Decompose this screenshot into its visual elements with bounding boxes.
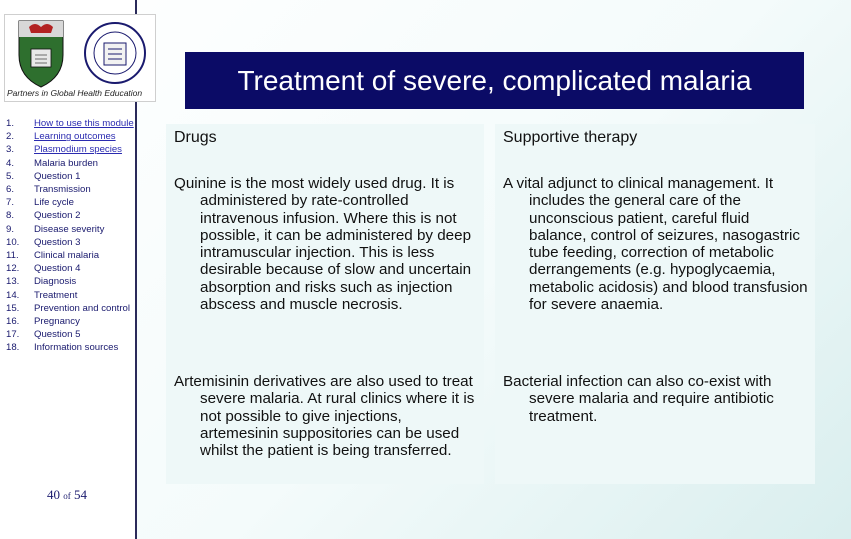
menu-item-number: 11. <box>6 250 19 262</box>
menu-item[interactable] <box>6 249 136 262</box>
menu-item[interactable] <box>6 196 136 209</box>
menu-item-number: 17. <box>6 329 20 341</box>
menu-item[interactable] <box>6 341 136 354</box>
menu-item[interactable] <box>6 117 136 130</box>
menu-item-label[interactable]: Learning outcomes <box>34 131 116 143</box>
menu-item[interactable] <box>6 275 136 288</box>
menu-item-label[interactable]: Question 5 <box>34 329 81 341</box>
page-title: Treatment of severe, complicated malaria <box>185 52 804 109</box>
supportive-therapy-column <box>495 124 815 484</box>
menu-item[interactable] <box>6 143 136 156</box>
menu-item[interactable] <box>6 236 136 249</box>
quinine-term: Quinine <box>174 175 227 192</box>
menu-item[interactable] <box>6 209 136 222</box>
menu-item-label[interactable]: Prevention and control <box>34 302 130 314</box>
drugs-heading: Drugs <box>174 129 217 146</box>
menu-item[interactable] <box>6 315 136 328</box>
logo-caption: Partners in Global Health Education <box>7 88 143 98</box>
menu-item-label[interactable]: Question 1 <box>34 170 81 182</box>
menu-item-number: 5. <box>6 170 15 182</box>
supportive-paragraph: A vital adjunct to clinical management. It includes the general care of the unconscious patient, careful fluid balance, control of seizures, nasogastric tube feeding, correction of metabolic derrangements (e.g. hypoglycaemia, metabolic acidosis) and blood transfusion for severe anaemia. <box>503 175 808 314</box>
menu-item[interactable] <box>6 183 136 196</box>
drugs-column <box>166 124 484 484</box>
menu-item[interactable] <box>6 328 136 341</box>
artemisinin-term: Artemisinin derivatives <box>174 373 326 390</box>
menu-item-label[interactable]: How to use this module <box>34 118 134 129</box>
menu-item-label[interactable]: Transmission <box>34 184 91 196</box>
menu-item-number: 13. <box>6 276 20 288</box>
menu-item-number: 18. <box>6 342 20 354</box>
menu-item-label[interactable]: Malaria burden <box>34 157 98 169</box>
bacterial-paragraph: Bacterial infection can also co-exist with severe malaria and require antibiotic treatment. <box>503 373 774 425</box>
menu-item-number: 9. <box>6 223 15 235</box>
menu-item-number: 6. <box>6 184 15 196</box>
menu-item-label[interactable]: Pregnancy <box>34 316 80 328</box>
menu-item-number: 7. <box>6 197 15 209</box>
menu-item-label[interactable]: Disease severity <box>34 223 105 235</box>
menu-item-label[interactable]: Information sources <box>34 342 119 354</box>
page-total: 54 <box>74 487 87 502</box>
page-current: 40 <box>47 487 60 502</box>
quinine-paragraph <box>174 175 478 313</box>
menu-item[interactable] <box>6 302 136 315</box>
menu-item-label[interactable]: Question 3 <box>34 236 81 248</box>
menu-item-number: 1. <box>6 118 15 129</box>
menu-item-number: 2. <box>6 131 15 143</box>
menu-item-label[interactable]: Treatment <box>34 289 78 301</box>
menu-item-label[interactable]: Diagnosis <box>34 276 77 288</box>
menu-item[interactable] <box>6 157 136 170</box>
menu-item-label[interactable]: Life cycle <box>34 197 74 209</box>
menu-item[interactable] <box>6 262 136 275</box>
menu-item-label[interactable]: Question 4 <box>34 263 81 275</box>
menu-item-number: 16. <box>6 316 20 328</box>
menu-item[interactable] <box>6 170 136 183</box>
menu-item-label[interactable]: Clinical malaria <box>34 250 100 262</box>
module-menu <box>6 117 136 355</box>
menu-item[interactable] <box>6 223 136 236</box>
menu-item-number: 12. <box>6 263 20 275</box>
menu-item-number: 14. <box>6 289 20 301</box>
menu-item-label[interactable]: Question 2 <box>34 210 81 222</box>
menu-item-label[interactable]: Plasmodium species <box>34 144 122 156</box>
menu-item[interactable] <box>6 130 136 143</box>
artemisinin-paragraph <box>174 373 478 459</box>
artemisinin-text: are also used to treat severe malaria. At rural clinics where it is not possible to give injections, artemesinin suppositories can be used whilst the patient is being transferred. <box>200 373 475 460</box>
menu-item-number: 4. <box>6 157 15 169</box>
page-counter <box>8 481 126 509</box>
menu-item-number: 3. <box>6 144 15 156</box>
menu-item-number: 10. <box>6 236 20 248</box>
menu-item-number: 15. <box>6 302 20 314</box>
page-of: of <box>63 491 71 501</box>
supportive-heading: Supportive therapy <box>503 129 638 146</box>
menu-item-number: 8. <box>6 210 15 222</box>
quinine-text: is the most widely used drug. It is administered by rate-controlled intravenous infusion. Where this is not possible, it can be administered by deep intramuscular injection. This is less desirable because of slow and uncertain absorption and risks such as injection abscess and muscle necrosis. <box>200 175 472 314</box>
menu-item[interactable] <box>6 289 136 302</box>
